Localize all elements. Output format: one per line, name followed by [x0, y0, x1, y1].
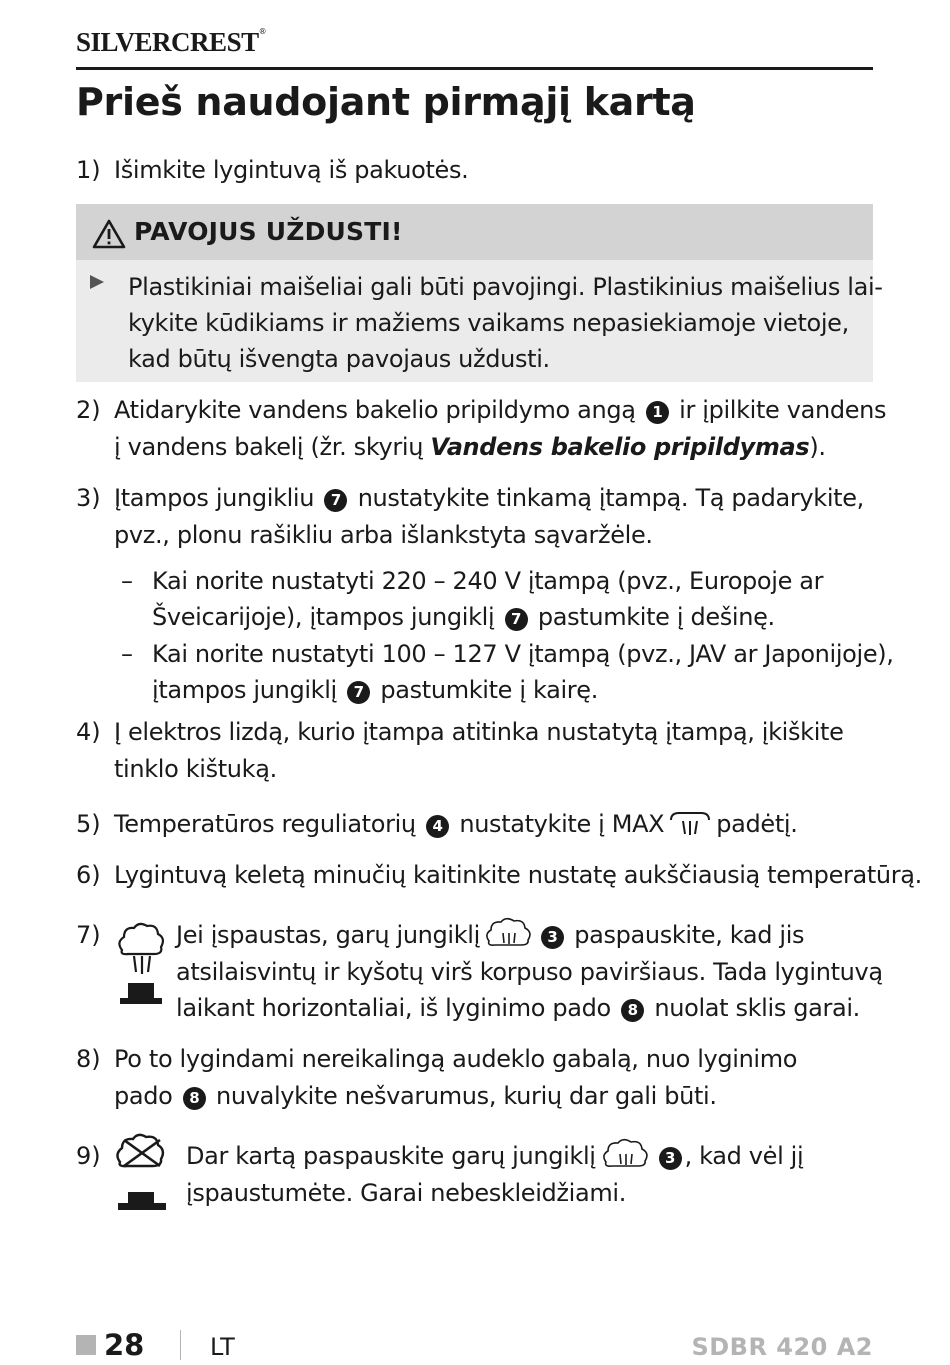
warning-text-line: kad būtų išvengta pavojaus uždusti. — [128, 345, 550, 373]
step-4-number: 4) — [76, 718, 101, 746]
part-ref-badge: 1 — [646, 401, 669, 424]
steam-button-icon — [599, 1138, 653, 1170]
part-ref-badge: 3 — [541, 926, 564, 949]
step-5-number: 5) — [76, 810, 101, 838]
page-title: Prieš naudojant pirmąjį kartą — [76, 80, 696, 124]
step-3-line-2: pvz., plonu rašikliu arba išlankstyta sąvaržėle. — [114, 521, 653, 549]
steam-off-icon — [112, 1132, 172, 1218]
part-ref-badge: 4 — [426, 815, 449, 838]
step-6-number: 6) — [76, 861, 101, 889]
step-7-line-3: laikant horizontaliai, iš lyginimo pado 8 nuolat sklis garai. — [176, 994, 860, 1022]
max-steam-icon — [667, 810, 713, 838]
step-8-number: 8) — [76, 1045, 101, 1073]
step-9-number: 9) — [76, 1142, 101, 1170]
bullet-arrow-icon — [90, 275, 104, 289]
warning-header — [76, 204, 873, 260]
footer-marker — [76, 1335, 96, 1355]
step-4-line-1: Į elektros lizdą, kurio įtampa atitinka nustatytą įtampą, įkiškite — [114, 718, 844, 746]
section-reference: Vandens bakelio pripildymas — [430, 433, 810, 461]
step-8-line-1: Po to lygindami nereikalingą audeklo gabalą, nuo lyginimo — [114, 1045, 798, 1073]
step-3-sub-1-line-1: Kai norite nustatyti 220 – 240 V įtampą (pvz., Europoje ar — [152, 567, 824, 595]
step-5-line: Temperatūros reguliatorių 4 nustatykite į MAX padėtį. — [114, 810, 798, 838]
step-8-line-2: pado 8 nuvalykite nešvarumus, kurių dar gali būti. — [114, 1082, 717, 1110]
step-3-sub-2-line-1: Kai norite nustatyti 100 – 127 V įtampą (pvz., JAV ar Japonijoje), — [152, 640, 894, 668]
warning-text-line: kykite kūdikiams ir mažiems vaikams nepasiekiamoje vietoje, — [128, 309, 849, 337]
warning-title: PAVOJUS UŽDUSTI! — [134, 217, 403, 246]
step-2-line-2: į vandens bakelį (žr. skyrių Vandens bakelio pripildymas). — [114, 433, 826, 461]
page-number: 28 — [104, 1328, 145, 1362]
step-6-line: Lygintuvą keletą minučių kaitinkite nustatę aukščiausią temperatūrą. — [114, 861, 922, 889]
step-4-line-2: tinklo kištuką. — [114, 755, 277, 783]
brand-logo: SILVERCREST® — [76, 27, 267, 57]
part-ref-badge: 7 — [324, 489, 347, 512]
part-ref-badge: 7 — [505, 608, 528, 631]
step-3-line-1: Įtampos jungikliu 7 nustatykite tinkamą įtampą. Tą padarykite, — [114, 484, 864, 512]
part-ref-badge: 8 — [183, 1087, 206, 1110]
step-7-number: 7) — [76, 921, 101, 949]
dash-bullet: – — [121, 567, 133, 595]
step-3-number: 3) — [76, 484, 101, 512]
language-code: LT — [210, 1333, 235, 1361]
header-rule — [76, 67, 873, 70]
step-1-number: 1) — [76, 156, 101, 184]
step-1-text: Išimkite lygintuvą iš pakuotės. — [114, 156, 469, 184]
warning-triangle-icon — [92, 219, 126, 249]
dash-bullet: – — [121, 640, 133, 668]
footer-divider — [180, 1330, 181, 1360]
step-9-line-2: įspaustumėte. Garai nebeskleidžiami. — [186, 1179, 626, 1207]
part-ref-badge: 8 — [621, 999, 644, 1022]
step-3-sub-1-line-2: Šveicarijoje), įtampos jungiklį 7 pastumkite į dešinę. — [152, 603, 775, 631]
model-number: SDBR 420 A2 — [691, 1333, 873, 1361]
warning-text-line: Plastikiniai maišeliai gali būti pavojingi. Plastikinius maišelius lai- — [128, 273, 883, 301]
part-ref-badge: 3 — [659, 1147, 682, 1170]
step-9-line-1: Dar kartą paspauskite garų jungiklį 3 , kad vėl jį — [186, 1138, 803, 1174]
step-2-number: 2) — [76, 396, 101, 424]
step-3-sub-2-line-2: įtampos jungiklį 7 pastumkite į kairę. — [152, 676, 598, 704]
step-7-line-1: Jei įspaustas, garų jungiklį 3 paspauskite, kad jis — [176, 917, 804, 953]
step-2-line-1: Atidarykite vandens bakelio pripildymo angą 1 ir įpilkite vandens — [114, 396, 887, 424]
part-ref-badge: 7 — [347, 681, 370, 704]
steam-button-released-icon — [114, 920, 168, 1010]
warning-box — [76, 204, 883, 382]
step-7-line-2: atsilaisvintų ir kyšotų virš korpuso paviršiaus. Tada lygintuvą — [176, 958, 883, 986]
steam-button-icon — [483, 917, 535, 949]
